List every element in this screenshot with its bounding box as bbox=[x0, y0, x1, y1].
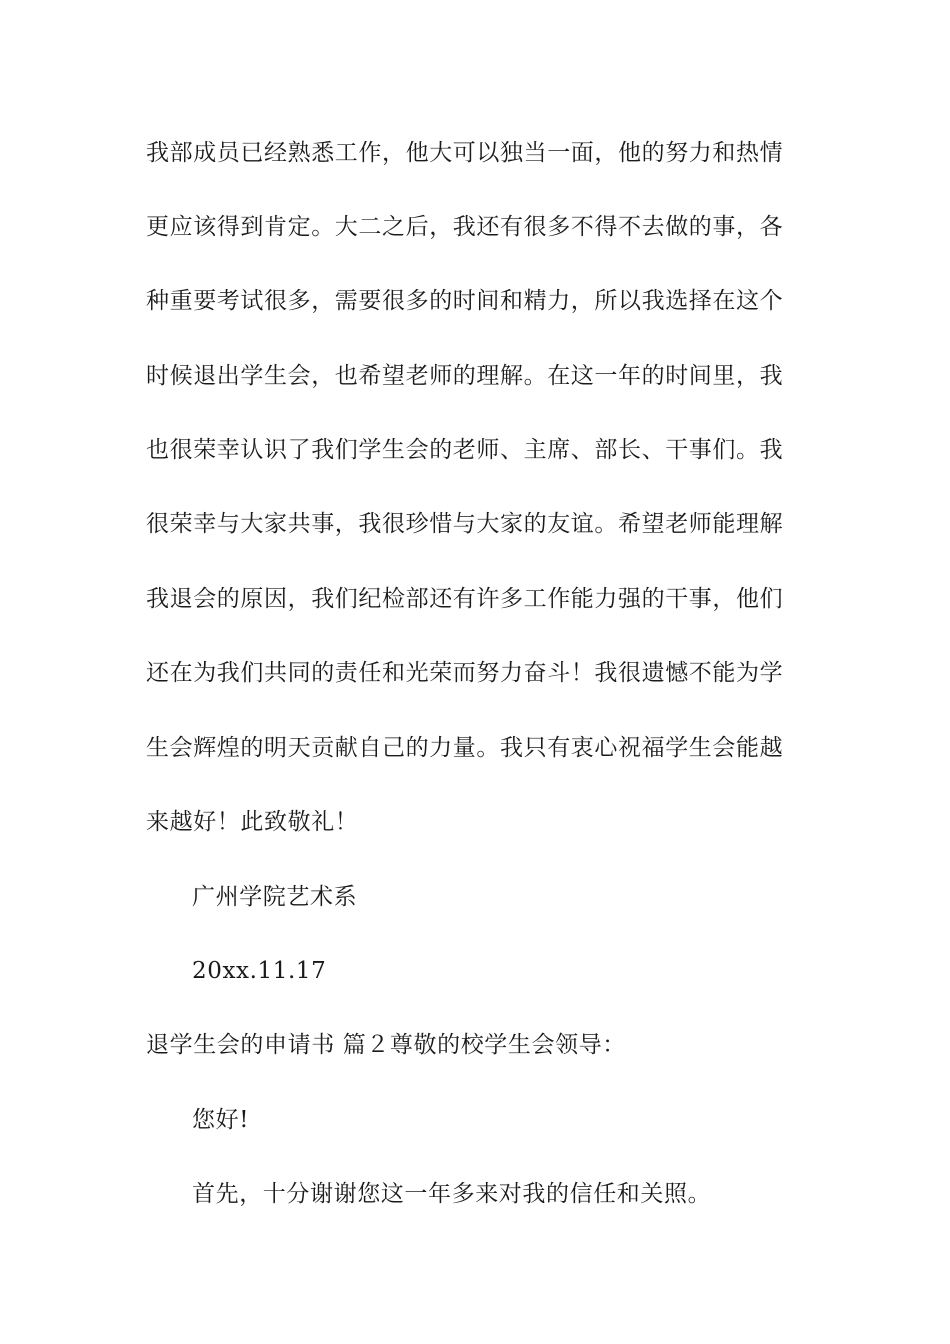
body-line-2: 更应该得到肯定。大二之后，我还有很多不得不去做的事，各 bbox=[146, 214, 784, 240]
body-line-6: 很荣幸与大家共事，我很珍惜与大家的友谊。希望老师能理解 bbox=[146, 511, 784, 537]
body-line-7: 我退会的原因，我们纪检部还有许多工作能力强的干事，他们 bbox=[146, 586, 784, 612]
section-heading: 退学生会的申请书 篇２尊敬的校学生会领导： bbox=[146, 1032, 626, 1058]
body-line-1: 我部成员已经熟悉工作，他大可以独当一面，他的努力和热情 bbox=[146, 140, 784, 166]
body-line-10: 来越好！此致敬礼！ bbox=[146, 809, 359, 835]
greeting-line: 您好! bbox=[192, 1107, 250, 1133]
signature-line: 广州学院艺术系 bbox=[192, 884, 358, 910]
body-line-3: 种重要考试很多，需要很多的时间和精力，所以我选择在这个 bbox=[146, 288, 784, 314]
body-line-8: 还在为我们共同的责任和光荣而努力奋斗！我很遗憾不能为学 bbox=[146, 660, 784, 686]
body-line-9: 生会辉煌的明天贡献自己的力量。我只有衷心祝福学生会能越 bbox=[146, 735, 784, 761]
body-line-4: 时候退出学生会，也希望老师的理解。在这一年的时间里，我 bbox=[146, 363, 784, 389]
opening-line: 首先，十分谢谢您这一年多来对我的信任和关照。 bbox=[192, 1181, 712, 1207]
body-line-5: 也很荣幸认识了我们学生会的老师、主席、部长、干事们。我 bbox=[146, 437, 784, 463]
date-line: 20xx.11.17 bbox=[192, 958, 327, 984]
